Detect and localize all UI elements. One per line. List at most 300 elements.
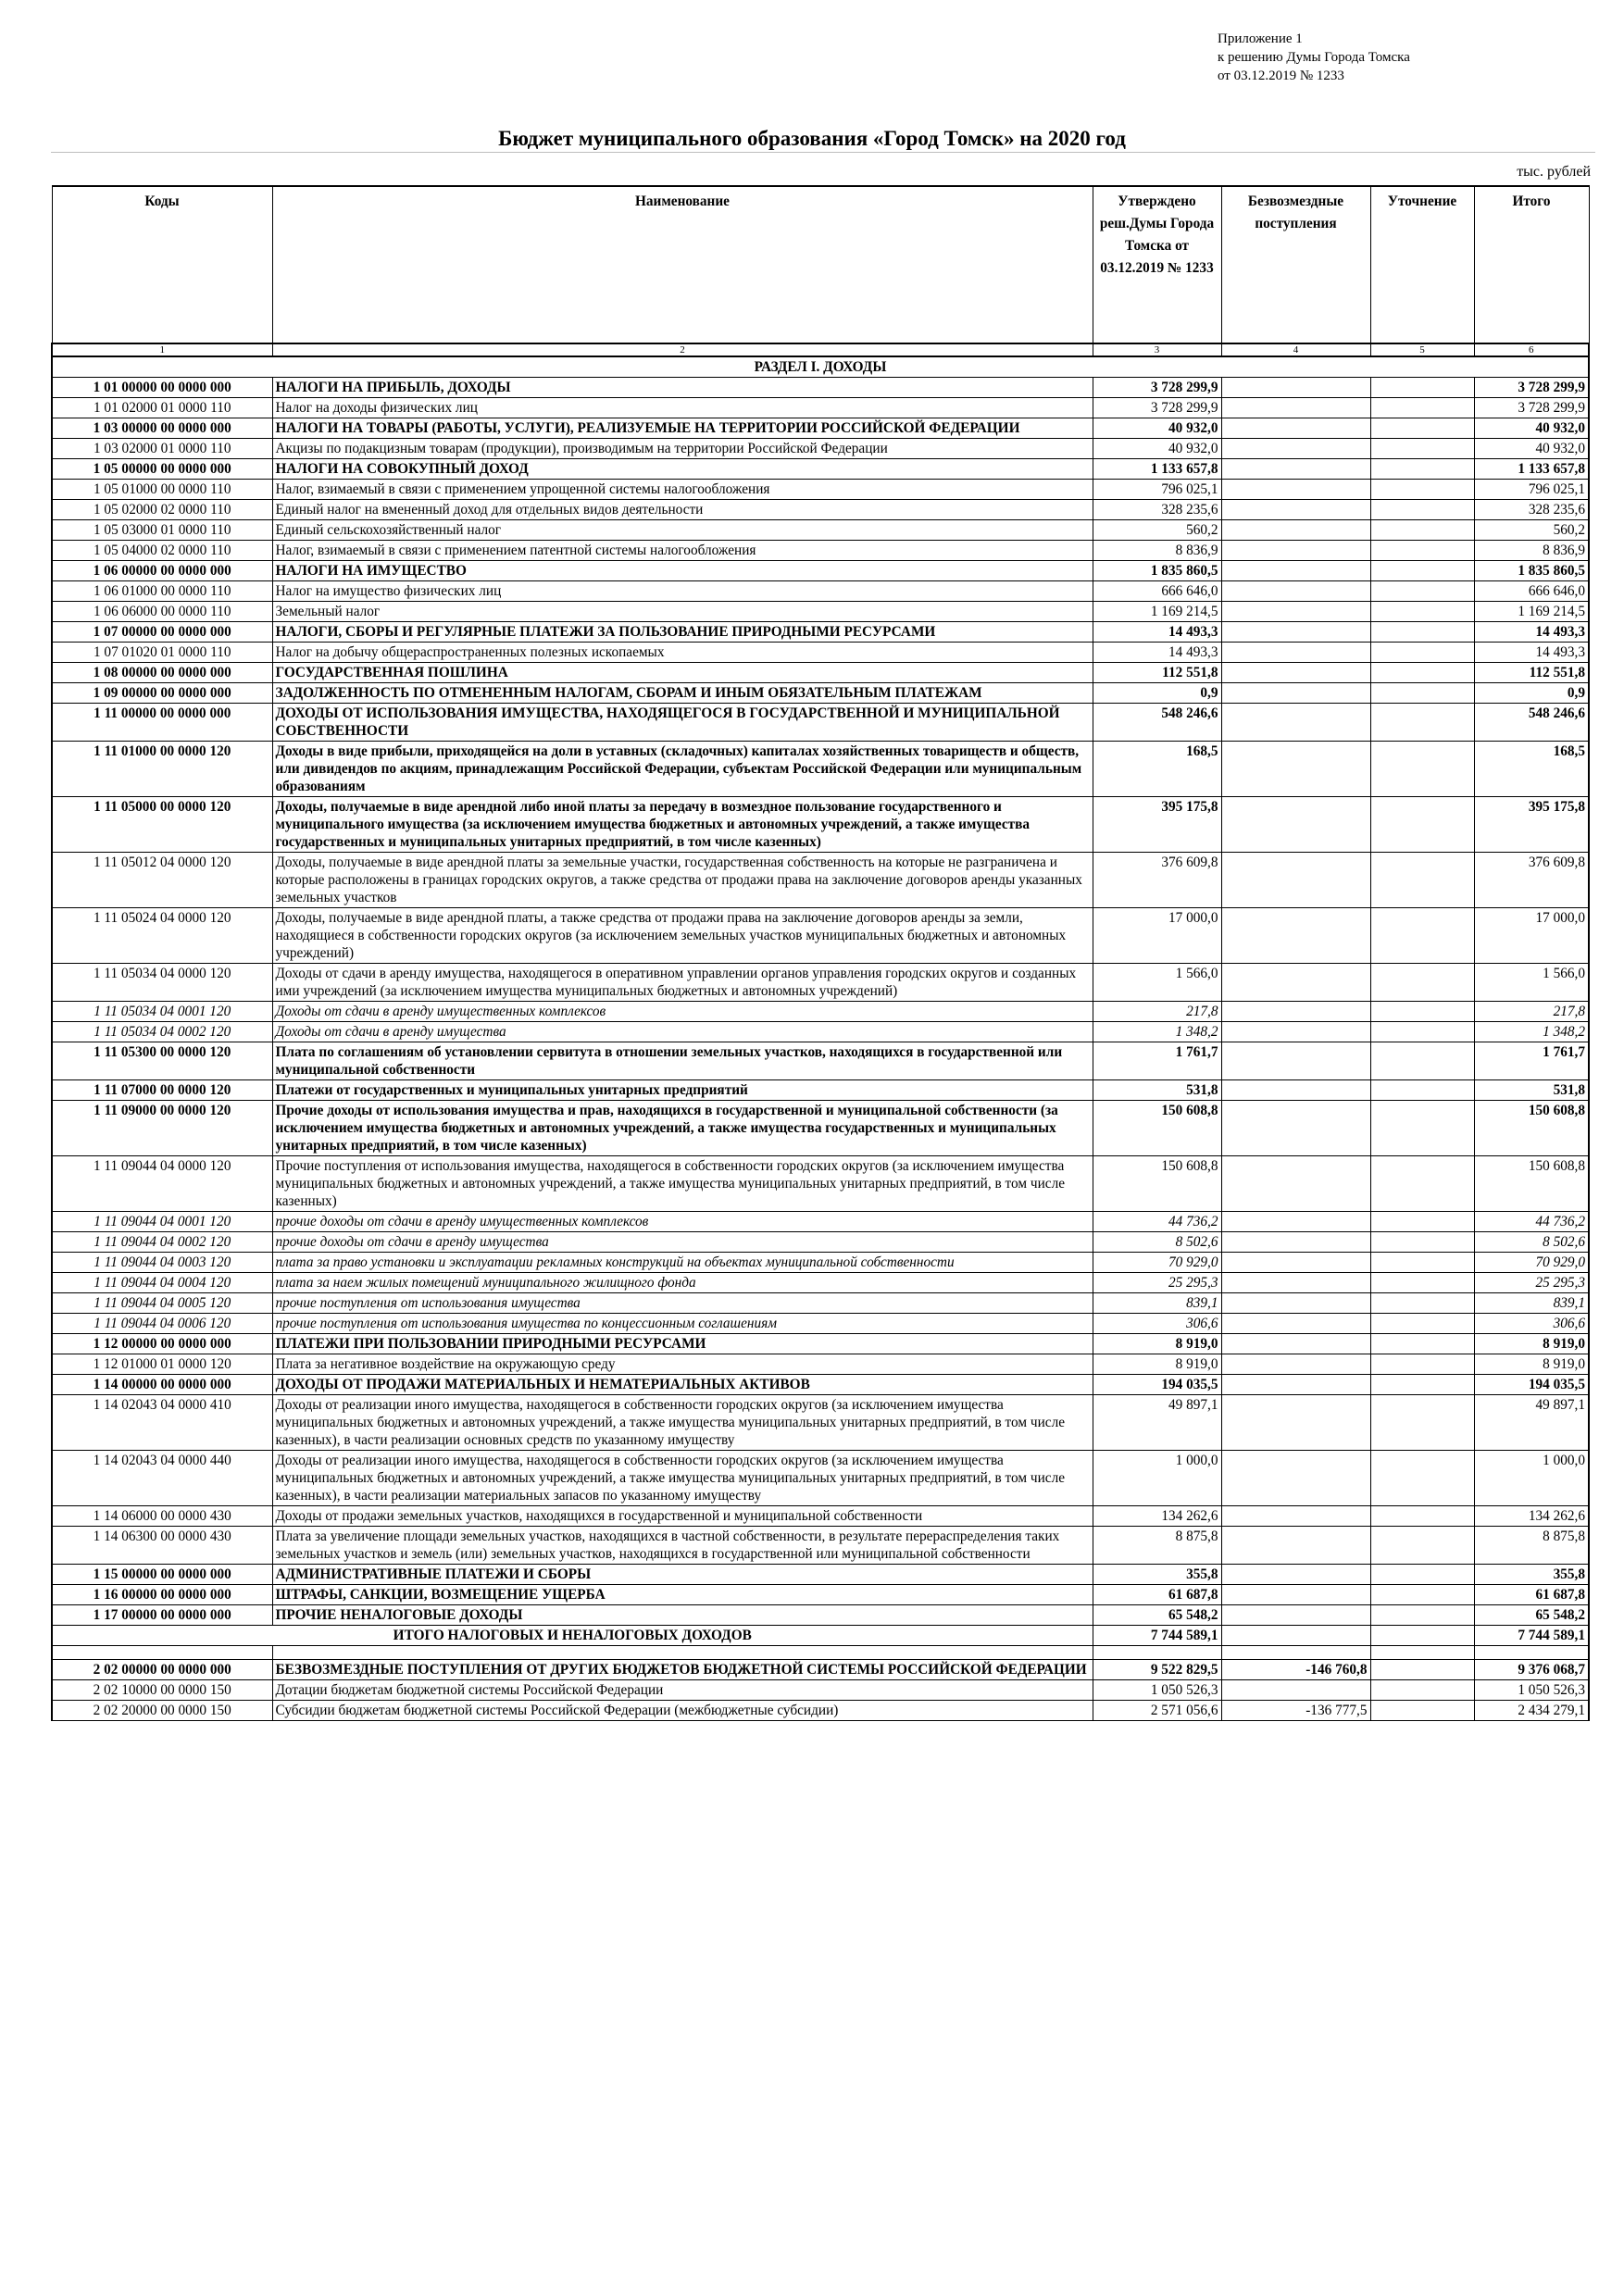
table-row bbox=[52, 602, 1589, 622]
row-gratuitous bbox=[1221, 1156, 1370, 1212]
row-code: 1 11 09044 04 0002 120 bbox=[52, 1232, 272, 1253]
row-refinement bbox=[1370, 1680, 1474, 1701]
row-name: Плата за увеличение площади земельных участков, находящихся в частной собственности, в результате перераспределения таких земельных участков и земель (или) земельных участков, находящихся в государственной или муниципальной собственности bbox=[272, 1527, 1093, 1565]
row-gratuitous bbox=[1221, 622, 1370, 643]
row-name: Прочие доходы от использования имущества и прав, находящихся в государственной и муниципальной собственности (за исключением имущества бюджетных и автономных учреждений, а также имущества государственных и муниципальных унитарных предприятий, в том числе казенных) bbox=[272, 1101, 1093, 1156]
row-code: 1 06 01000 00 0000 110 bbox=[52, 581, 272, 602]
row-gratuitous bbox=[1221, 908, 1370, 964]
spacer-cell bbox=[272, 1646, 1093, 1660]
row-approved: 839,1 bbox=[1093, 1293, 1221, 1314]
row-name: Акцизы по подакцизным товарам (продукции), производимым на территории Российской Федерации bbox=[272, 439, 1093, 459]
table-row bbox=[52, 683, 1589, 704]
row-code: 1 05 04000 02 0000 110 bbox=[52, 541, 272, 561]
row-total: 217,8 bbox=[1474, 1002, 1589, 1022]
row-total: 8 502,6 bbox=[1474, 1232, 1589, 1253]
row-refinement bbox=[1370, 1660, 1474, 1680]
row-name: ДОХОДЫ ОТ ПРОДАЖИ МАТЕРИАЛЬНЫХ И НЕМАТЕРИАЛЬНЫХ АКТИВОВ bbox=[272, 1375, 1093, 1395]
table-row bbox=[52, 742, 1589, 797]
row-total: 1 133 657,8 bbox=[1474, 459, 1589, 480]
row-approved: 17 000,0 bbox=[1093, 908, 1221, 964]
row-gratuitous bbox=[1221, 1042, 1370, 1080]
row-name: Плата за негативное воздействие на окружающую среду bbox=[272, 1354, 1093, 1375]
table-row bbox=[52, 520, 1589, 541]
row-refinement bbox=[1370, 1156, 1474, 1212]
spacer-cell bbox=[1093, 1646, 1221, 1660]
row-name: прочие поступления от использования имущества по концессионным соглашениям bbox=[272, 1314, 1093, 1334]
row-total: 560,2 bbox=[1474, 520, 1589, 541]
row-approved: 376 609,8 bbox=[1093, 853, 1221, 908]
table-header-row bbox=[52, 186, 1589, 343]
row-refinement bbox=[1370, 622, 1474, 643]
row-total: 14 493,3 bbox=[1474, 622, 1589, 643]
row-name: ПЛАТЕЖИ ПРИ ПОЛЬЗОВАНИИ ПРИРОДНЫМИ РЕСУРСАМИ bbox=[272, 1334, 1093, 1354]
row-code: 1 12 00000 00 0000 000 bbox=[52, 1334, 272, 1354]
row-total: 150 608,8 bbox=[1474, 1156, 1589, 1212]
row-name: Доходы от реализации иного имущества, находящегося в собственности городских округов (за исключением имущества муниципальных бюджетных и автономных учреждений, а также имущества муниципальных унитарных предприятий, в том числе казенных), в части реализации материальных запасов по указанному имуществу bbox=[272, 1451, 1093, 1506]
row-total: 17 000,0 bbox=[1474, 908, 1589, 964]
row-name: Налог на имущество физических лиц bbox=[272, 581, 1093, 602]
table-row bbox=[52, 1232, 1589, 1253]
row-gratuitous bbox=[1221, 500, 1370, 520]
section-title: РАЗДЕЛ I. ДОХОДЫ bbox=[52, 356, 1589, 378]
row-approved: 150 608,8 bbox=[1093, 1101, 1221, 1156]
row-gratuitous bbox=[1221, 853, 1370, 908]
row-name: Земельный налог bbox=[272, 602, 1093, 622]
row-name: ПРОЧИЕ НЕНАЛОГОВЫЕ ДОХОДЫ bbox=[272, 1605, 1093, 1626]
row-refinement bbox=[1370, 643, 1474, 663]
row-gratuitous bbox=[1221, 602, 1370, 622]
header-total: Итого bbox=[1474, 186, 1589, 343]
budget-table bbox=[51, 185, 1590, 1721]
row-refinement bbox=[1370, 1375, 1474, 1395]
row-refinement bbox=[1370, 1232, 1474, 1253]
row-approved: 194 035,5 bbox=[1093, 1375, 1221, 1395]
row-gratuitous bbox=[1221, 1605, 1370, 1626]
row-refinement bbox=[1370, 797, 1474, 853]
column-number: 2 bbox=[272, 343, 1093, 356]
row-gratuitous bbox=[1221, 439, 1370, 459]
row-approved: 40 932,0 bbox=[1093, 418, 1221, 439]
row-name: плата за наем жилых помещений муниципального жилищного фонда bbox=[272, 1273, 1093, 1293]
row-refinement bbox=[1370, 1253, 1474, 1273]
row-total: 40 932,0 bbox=[1474, 439, 1589, 459]
row-name: Доходы, получаемые в виде арендной платы за земельные участки, государственная собственность на которые не разграничена и которые расположены в границах городских округов, а также средства от продажи права на заключение договоров аренды указанных земельных участков bbox=[272, 853, 1093, 908]
row-total: 3 728 299,9 bbox=[1474, 398, 1589, 418]
table-row bbox=[52, 1565, 1589, 1585]
appendix-line: от 03.12.2019 № 1233 bbox=[1218, 69, 1344, 83]
row-name: Единый налог на вмененный доход для отдельных видов деятельности bbox=[272, 500, 1093, 520]
row-refinement bbox=[1370, 704, 1474, 742]
row-name: НАЛОГИ НА СОВОКУПНЫЙ ДОХОД bbox=[272, 459, 1093, 480]
row-gratuitous bbox=[1221, 1253, 1370, 1273]
row-approved: 306,6 bbox=[1093, 1314, 1221, 1334]
row-code: 1 11 09044 04 0005 120 bbox=[52, 1293, 272, 1314]
row-name: Налог на доходы физических лиц bbox=[272, 398, 1093, 418]
row-approved: 3 728 299,9 bbox=[1093, 378, 1221, 398]
row-refinement bbox=[1370, 418, 1474, 439]
row-refinement bbox=[1370, 683, 1474, 704]
row-name: БЕЗВОЗМЕЗДНЫЕ ПОСТУПЛЕНИЯ ОТ ДРУГИХ БЮДЖЕТОВ БЮДЖЕТНОЙ СИСТЕМЫ РОССИЙСКОЙ ФЕДЕРАЦИИ bbox=[272, 1660, 1093, 1680]
row-approved: 1 761,7 bbox=[1093, 1042, 1221, 1080]
table-row bbox=[52, 1002, 1589, 1022]
row-refinement bbox=[1370, 398, 1474, 418]
row-approved: 1 000,0 bbox=[1093, 1451, 1221, 1506]
row-gratuitous bbox=[1221, 1506, 1370, 1527]
table-row bbox=[52, 480, 1589, 500]
row-name: АДМИНИСТРАТИВНЫЕ ПЛАТЕЖИ И СБОРЫ bbox=[272, 1565, 1093, 1585]
table-row bbox=[52, 378, 1589, 398]
row-refinement bbox=[1370, 1002, 1474, 1022]
row-gratuitous bbox=[1221, 1585, 1370, 1605]
row-approved: 8 875,8 bbox=[1093, 1527, 1221, 1565]
table-row bbox=[52, 541, 1589, 561]
row-approved: 49 897,1 bbox=[1093, 1395, 1221, 1451]
row-refinement bbox=[1370, 908, 1474, 964]
row-approved: 328 235,6 bbox=[1093, 500, 1221, 520]
header-codes: Коды bbox=[52, 186, 272, 343]
table-row bbox=[52, 1080, 1589, 1101]
row-total: 14 493,3 bbox=[1474, 643, 1589, 663]
row-name: плата за право установки и эксплуатации рекламных конструкций на объектах муниципальной собственности bbox=[272, 1253, 1093, 1273]
row-code: 1 11 05034 04 0001 120 bbox=[52, 1002, 272, 1022]
row-total: 194 035,5 bbox=[1474, 1375, 1589, 1395]
table-row bbox=[52, 418, 1589, 439]
table-row bbox=[52, 1334, 1589, 1354]
row-approved: 1 133 657,8 bbox=[1093, 459, 1221, 480]
row-refinement bbox=[1370, 1354, 1474, 1375]
row-gratuitous bbox=[1221, 1273, 1370, 1293]
row-name: ШТРАФЫ, САНКЦИИ, ВОЗМЕЩЕНИЕ УЩЕРБА bbox=[272, 1585, 1093, 1605]
row-code: 1 06 06000 00 0000 110 bbox=[52, 602, 272, 622]
row-refinement bbox=[1370, 1527, 1474, 1565]
row-gratuitous bbox=[1221, 1527, 1370, 1565]
row-total: 49 897,1 bbox=[1474, 1395, 1589, 1451]
row-total: 134 262,6 bbox=[1474, 1506, 1589, 1527]
table-row bbox=[52, 1253, 1589, 1273]
row-code: 1 07 01020 01 0000 110 bbox=[52, 643, 272, 663]
row-refinement bbox=[1370, 439, 1474, 459]
column-number: 6 bbox=[1474, 343, 1589, 356]
row-approved: 666 646,0 bbox=[1093, 581, 1221, 602]
subtotal-refinement bbox=[1370, 1626, 1474, 1646]
row-approved: 0,9 bbox=[1093, 683, 1221, 704]
table-row bbox=[52, 1293, 1589, 1314]
row-approved: 548 246,6 bbox=[1093, 704, 1221, 742]
table-row bbox=[52, 1375, 1589, 1395]
row-refinement bbox=[1370, 853, 1474, 908]
row-code: 1 11 09000 00 0000 120 bbox=[52, 1101, 272, 1156]
table-row bbox=[52, 663, 1589, 683]
row-code: 1 16 00000 00 0000 000 bbox=[52, 1585, 272, 1605]
table-body bbox=[52, 356, 1589, 1721]
subtotal-label: ИТОГО НАЛОГОВЫХ И НЕНАЛОГОВЫХ ДОХОДОВ bbox=[52, 1626, 1093, 1646]
row-total: 168,5 bbox=[1474, 742, 1589, 797]
row-total: 112 551,8 bbox=[1474, 663, 1589, 683]
row-code: 1 05 01000 00 0000 110 bbox=[52, 480, 272, 500]
row-total: 65 548,2 bbox=[1474, 1605, 1589, 1626]
row-name: НАЛОГИ, СБОРЫ И РЕГУЛЯРНЫЕ ПЛАТЕЖИ ЗА ПОЛЬЗОВАНИЕ ПРИРОДНЫМИ РЕСУРСАМИ bbox=[272, 622, 1093, 643]
row-refinement bbox=[1370, 1585, 1474, 1605]
title-rule bbox=[51, 152, 1595, 153]
row-gratuitous bbox=[1221, 1334, 1370, 1354]
row-refinement bbox=[1370, 378, 1474, 398]
row-name: Плата по соглашениям об установлении сервитута в отношении земельных участков, находящихся в государственной или муниципальной собственности bbox=[272, 1042, 1093, 1080]
row-code: 1 14 06300 00 0000 430 bbox=[52, 1527, 272, 1565]
row-total: 376 609,8 bbox=[1474, 853, 1589, 908]
spacer-cell bbox=[52, 1646, 272, 1660]
row-name: НАЛОГИ НА ИМУЩЕСТВО bbox=[272, 561, 1093, 581]
row-gratuitous: -136 777,5 bbox=[1221, 1701, 1370, 1721]
row-total: 1 566,0 bbox=[1474, 964, 1589, 1002]
row-refinement bbox=[1370, 1042, 1474, 1080]
row-code: 1 03 00000 00 0000 000 bbox=[52, 418, 272, 439]
row-gratuitous bbox=[1221, 797, 1370, 853]
row-name: прочие доходы от сдачи в аренду имущественных комплексов bbox=[272, 1212, 1093, 1232]
table-row bbox=[52, 797, 1589, 853]
row-approved: 1 835 860,5 bbox=[1093, 561, 1221, 581]
row-approved: 14 493,3 bbox=[1093, 622, 1221, 643]
row-name: прочие доходы от сдачи в аренду имущества bbox=[272, 1232, 1093, 1253]
row-name: НАЛОГИ НА ТОВАРЫ (РАБОТЫ, УСЛУГИ), РЕАЛИЗУЕМЫЕ НА ТЕРРИТОРИИ РОССИЙСКОЙ ФЕДЕРАЦИИ bbox=[272, 418, 1093, 439]
row-refinement bbox=[1370, 1701, 1474, 1721]
row-name: Доходы от сдачи в аренду имущества, находящегося в оперативном управлении органов управления городских округов и созданных ими учреждений (за исключением имущества муниципальных бюджетных и автономных учреждений) bbox=[272, 964, 1093, 1002]
row-gratuitous bbox=[1221, 742, 1370, 797]
row-approved: 65 548,2 bbox=[1093, 1605, 1221, 1626]
row-refinement bbox=[1370, 1101, 1474, 1156]
row-approved: 2 571 056,6 bbox=[1093, 1701, 1221, 1721]
row-total: 8 836,9 bbox=[1474, 541, 1589, 561]
header-approved: Утверждено реш.Думы Города Томска от 03.12.2019 № 1233 bbox=[1093, 186, 1221, 343]
row-gratuitous bbox=[1221, 520, 1370, 541]
row-approved: 1 348,2 bbox=[1093, 1022, 1221, 1042]
row-gratuitous bbox=[1221, 704, 1370, 742]
row-total: 8 875,8 bbox=[1474, 1527, 1589, 1565]
table-row bbox=[52, 1660, 1589, 1680]
row-code: 1 11 09044 04 0004 120 bbox=[52, 1273, 272, 1293]
table-row bbox=[52, 581, 1589, 602]
row-approved: 44 736,2 bbox=[1093, 1212, 1221, 1232]
row-total: 796 025,1 bbox=[1474, 480, 1589, 500]
table-row bbox=[52, 1680, 1589, 1701]
row-code: 1 05 00000 00 0000 000 bbox=[52, 459, 272, 480]
row-total: 666 646,0 bbox=[1474, 581, 1589, 602]
row-code: 1 05 02000 02 0000 110 bbox=[52, 500, 272, 520]
row-approved: 112 551,8 bbox=[1093, 663, 1221, 683]
row-name: Доходы от реализации иного имущества, находящегося в собственности городских округов (за исключением имущества муниципальных бюджетных и автономных учреждений, а также имущества муниципальных унитарных предприятий, в том числе казенных), в части реализации основных средств по указанному имуществу bbox=[272, 1395, 1093, 1451]
table-row bbox=[52, 1022, 1589, 1042]
row-gratuitous bbox=[1221, 1395, 1370, 1451]
row-refinement bbox=[1370, 1334, 1474, 1354]
row-total: 355,8 bbox=[1474, 1565, 1589, 1585]
row-total: 25 295,3 bbox=[1474, 1273, 1589, 1293]
row-approved: 8 836,9 bbox=[1093, 541, 1221, 561]
table-row bbox=[52, 459, 1589, 480]
table-row bbox=[52, 704, 1589, 742]
table-row bbox=[52, 853, 1589, 908]
row-total: 3 728 299,9 bbox=[1474, 378, 1589, 398]
row-name: ГОСУДАРСТВЕННАЯ ПОШЛИНА bbox=[272, 663, 1093, 683]
row-name: Доходы от сдачи в аренду имущественных комплексов bbox=[272, 1002, 1093, 1022]
row-gratuitous bbox=[1221, 418, 1370, 439]
row-total: 531,8 bbox=[1474, 1080, 1589, 1101]
row-gratuitous bbox=[1221, 480, 1370, 500]
row-total: 61 687,8 bbox=[1474, 1585, 1589, 1605]
spacer-cell bbox=[1370, 1646, 1474, 1660]
subtotal-gratuitous bbox=[1221, 1626, 1370, 1646]
row-approved: 8 919,0 bbox=[1093, 1334, 1221, 1354]
row-approved: 3 728 299,9 bbox=[1093, 398, 1221, 418]
row-code: 1 14 02043 04 0000 440 bbox=[52, 1451, 272, 1506]
row-name: Доходы от продажи земельных участков, находящихся в государственной и муниципальной собственности bbox=[272, 1506, 1093, 1527]
row-approved: 40 932,0 bbox=[1093, 439, 1221, 459]
row-total: 8 919,0 bbox=[1474, 1354, 1589, 1375]
subtotal-total: 7 744 589,1 bbox=[1474, 1626, 1589, 1646]
row-approved: 168,5 bbox=[1093, 742, 1221, 797]
row-total: 1 348,2 bbox=[1474, 1022, 1589, 1042]
row-code: 1 11 05000 00 0000 120 bbox=[52, 797, 272, 853]
table-row bbox=[52, 1314, 1589, 1334]
row-code: 1 11 05300 00 0000 120 bbox=[52, 1042, 272, 1080]
table-row bbox=[52, 964, 1589, 1002]
row-refinement bbox=[1370, 500, 1474, 520]
row-refinement bbox=[1370, 1314, 1474, 1334]
row-code: 2 02 00000 00 0000 000 bbox=[52, 1660, 272, 1680]
row-gratuitous bbox=[1221, 1101, 1370, 1156]
row-name: Доходы от сдачи в аренду имущества bbox=[272, 1022, 1093, 1042]
row-code: 1 17 00000 00 0000 000 bbox=[52, 1605, 272, 1626]
row-approved: 395 175,8 bbox=[1093, 797, 1221, 853]
row-name: Доходы в виде прибыли, приходящейся на доли в уставных (складочных) капиталах хозяйственных товариществ и обществ, или дивидендов по акциям, принадлежащим Российской Федерации, субъектам Российской Федерации или муниципальным образованиям bbox=[272, 742, 1093, 797]
row-total: 40 932,0 bbox=[1474, 418, 1589, 439]
row-total: 8 919,0 bbox=[1474, 1334, 1589, 1354]
row-code: 1 07 00000 00 0000 000 bbox=[52, 622, 272, 643]
section-row bbox=[52, 356, 1589, 378]
row-total: 9 376 068,7 bbox=[1474, 1660, 1589, 1680]
row-gratuitous bbox=[1221, 398, 1370, 418]
row-code: 1 11 01000 00 0000 120 bbox=[52, 742, 272, 797]
row-total: 548 246,6 bbox=[1474, 704, 1589, 742]
row-code: 1 11 07000 00 0000 120 bbox=[52, 1080, 272, 1101]
table-row bbox=[52, 1585, 1589, 1605]
row-name: Дотации бюджетам бюджетной системы Российской Федерации bbox=[272, 1680, 1093, 1701]
table-row bbox=[52, 1605, 1589, 1626]
row-total: 1 761,7 bbox=[1474, 1042, 1589, 1080]
row-approved: 8 502,6 bbox=[1093, 1232, 1221, 1253]
row-refinement bbox=[1370, 1395, 1474, 1451]
row-gratuitous bbox=[1221, 1080, 1370, 1101]
row-code: 1 11 00000 00 0000 000 bbox=[52, 704, 272, 742]
row-refinement bbox=[1370, 1293, 1474, 1314]
row-approved: 134 262,6 bbox=[1093, 1506, 1221, 1527]
table-row bbox=[52, 1527, 1589, 1565]
row-name: прочие поступления от использования имущества bbox=[272, 1293, 1093, 1314]
row-gratuitous bbox=[1221, 1565, 1370, 1585]
row-total: 2 434 279,1 bbox=[1474, 1701, 1589, 1721]
row-name: Налог на добычу общераспространенных полезных ископаемых bbox=[272, 643, 1093, 663]
row-total: 0,9 bbox=[1474, 683, 1589, 704]
row-refinement bbox=[1370, 1022, 1474, 1042]
row-approved: 796 025,1 bbox=[1093, 480, 1221, 500]
row-approved: 9 522 829,5 bbox=[1093, 1660, 1221, 1680]
row-gratuitous bbox=[1221, 683, 1370, 704]
row-total: 70 929,0 bbox=[1474, 1253, 1589, 1273]
row-refinement bbox=[1370, 1605, 1474, 1626]
header-refinement: Уточнение bbox=[1370, 186, 1474, 343]
row-code: 1 11 09044 04 0001 120 bbox=[52, 1212, 272, 1232]
row-gratuitous bbox=[1221, 378, 1370, 398]
header-name: Наименование bbox=[272, 186, 1093, 343]
subtotal-row bbox=[52, 1626, 1589, 1646]
row-gratuitous bbox=[1221, 643, 1370, 663]
column-number-row bbox=[52, 343, 1589, 356]
table-row bbox=[52, 1212, 1589, 1232]
header-gratuitous: Безвозмездные поступления bbox=[1221, 186, 1370, 343]
column-number: 4 bbox=[1221, 343, 1370, 356]
row-refinement bbox=[1370, 663, 1474, 683]
spacer-cell bbox=[1474, 1646, 1589, 1660]
row-approved: 1 566,0 bbox=[1093, 964, 1221, 1002]
row-approved: 217,8 bbox=[1093, 1002, 1221, 1022]
row-total: 1 169 214,5 bbox=[1474, 602, 1589, 622]
row-name: Налог, взимаемый в связи с применением патентной системы налогообложения bbox=[272, 541, 1093, 561]
row-code: 1 14 00000 00 0000 000 bbox=[52, 1375, 272, 1395]
row-refinement bbox=[1370, 1565, 1474, 1585]
row-refinement bbox=[1370, 602, 1474, 622]
row-gratuitous bbox=[1221, 1002, 1370, 1022]
row-refinement bbox=[1370, 1506, 1474, 1527]
row-refinement bbox=[1370, 1080, 1474, 1101]
row-total: 306,6 bbox=[1474, 1314, 1589, 1334]
table-row bbox=[52, 1354, 1589, 1375]
row-gratuitous bbox=[1221, 1232, 1370, 1253]
row-code: 1 11 09044 04 0000 120 bbox=[52, 1156, 272, 1212]
row-approved: 8 919,0 bbox=[1093, 1354, 1221, 1375]
row-code: 1 05 03000 01 0000 110 bbox=[52, 520, 272, 541]
column-number: 3 bbox=[1093, 343, 1221, 356]
table-row bbox=[52, 439, 1589, 459]
row-refinement bbox=[1370, 964, 1474, 1002]
row-refinement bbox=[1370, 520, 1474, 541]
row-total: 1 050 526,3 bbox=[1474, 1680, 1589, 1701]
row-name: Платежи от государственных и муниципальных унитарных предприятий bbox=[272, 1080, 1093, 1101]
row-name: Прочие поступления от использования имущества, находящегося в собственности городских округов (за исключением имущества муниципальных бюджетных и автономных учреждений, а также имущества муниципальных унитарных предприятий, в том числе казенных) bbox=[272, 1156, 1093, 1212]
row-gratuitous bbox=[1221, 1375, 1370, 1395]
row-approved: 560,2 bbox=[1093, 520, 1221, 541]
table-row bbox=[52, 1273, 1589, 1293]
table-row bbox=[52, 622, 1589, 643]
row-gratuitous bbox=[1221, 1354, 1370, 1375]
spacer-row bbox=[52, 1646, 1589, 1660]
row-code: 1 11 09044 04 0003 120 bbox=[52, 1253, 272, 1273]
row-gratuitous bbox=[1221, 964, 1370, 1002]
row-approved: 355,8 bbox=[1093, 1565, 1221, 1585]
table-row bbox=[52, 500, 1589, 520]
row-gratuitous bbox=[1221, 541, 1370, 561]
row-refinement bbox=[1370, 1451, 1474, 1506]
spacer-cell bbox=[1221, 1646, 1370, 1660]
row-gratuitous bbox=[1221, 1680, 1370, 1701]
row-gratuitous bbox=[1221, 1212, 1370, 1232]
row-total: 1 000,0 bbox=[1474, 1451, 1589, 1506]
row-gratuitous bbox=[1221, 1314, 1370, 1334]
row-code: 1 09 00000 00 0000 000 bbox=[52, 683, 272, 704]
row-code: 1 12 01000 01 0000 120 bbox=[52, 1354, 272, 1375]
row-code: 1 11 05024 04 0000 120 bbox=[52, 908, 272, 964]
table-row bbox=[52, 1042, 1589, 1080]
row-name: ДОХОДЫ ОТ ИСПОЛЬЗОВАНИЯ ИМУЩЕСТВА, НАХОДЯЩЕГОСЯ В ГОСУДАРСТВЕННОЙ И МУНИЦИПАЛЬНОЙ СОБСТВЕННОСТИ bbox=[272, 704, 1093, 742]
row-refinement bbox=[1370, 459, 1474, 480]
row-approved: 150 608,8 bbox=[1093, 1156, 1221, 1212]
